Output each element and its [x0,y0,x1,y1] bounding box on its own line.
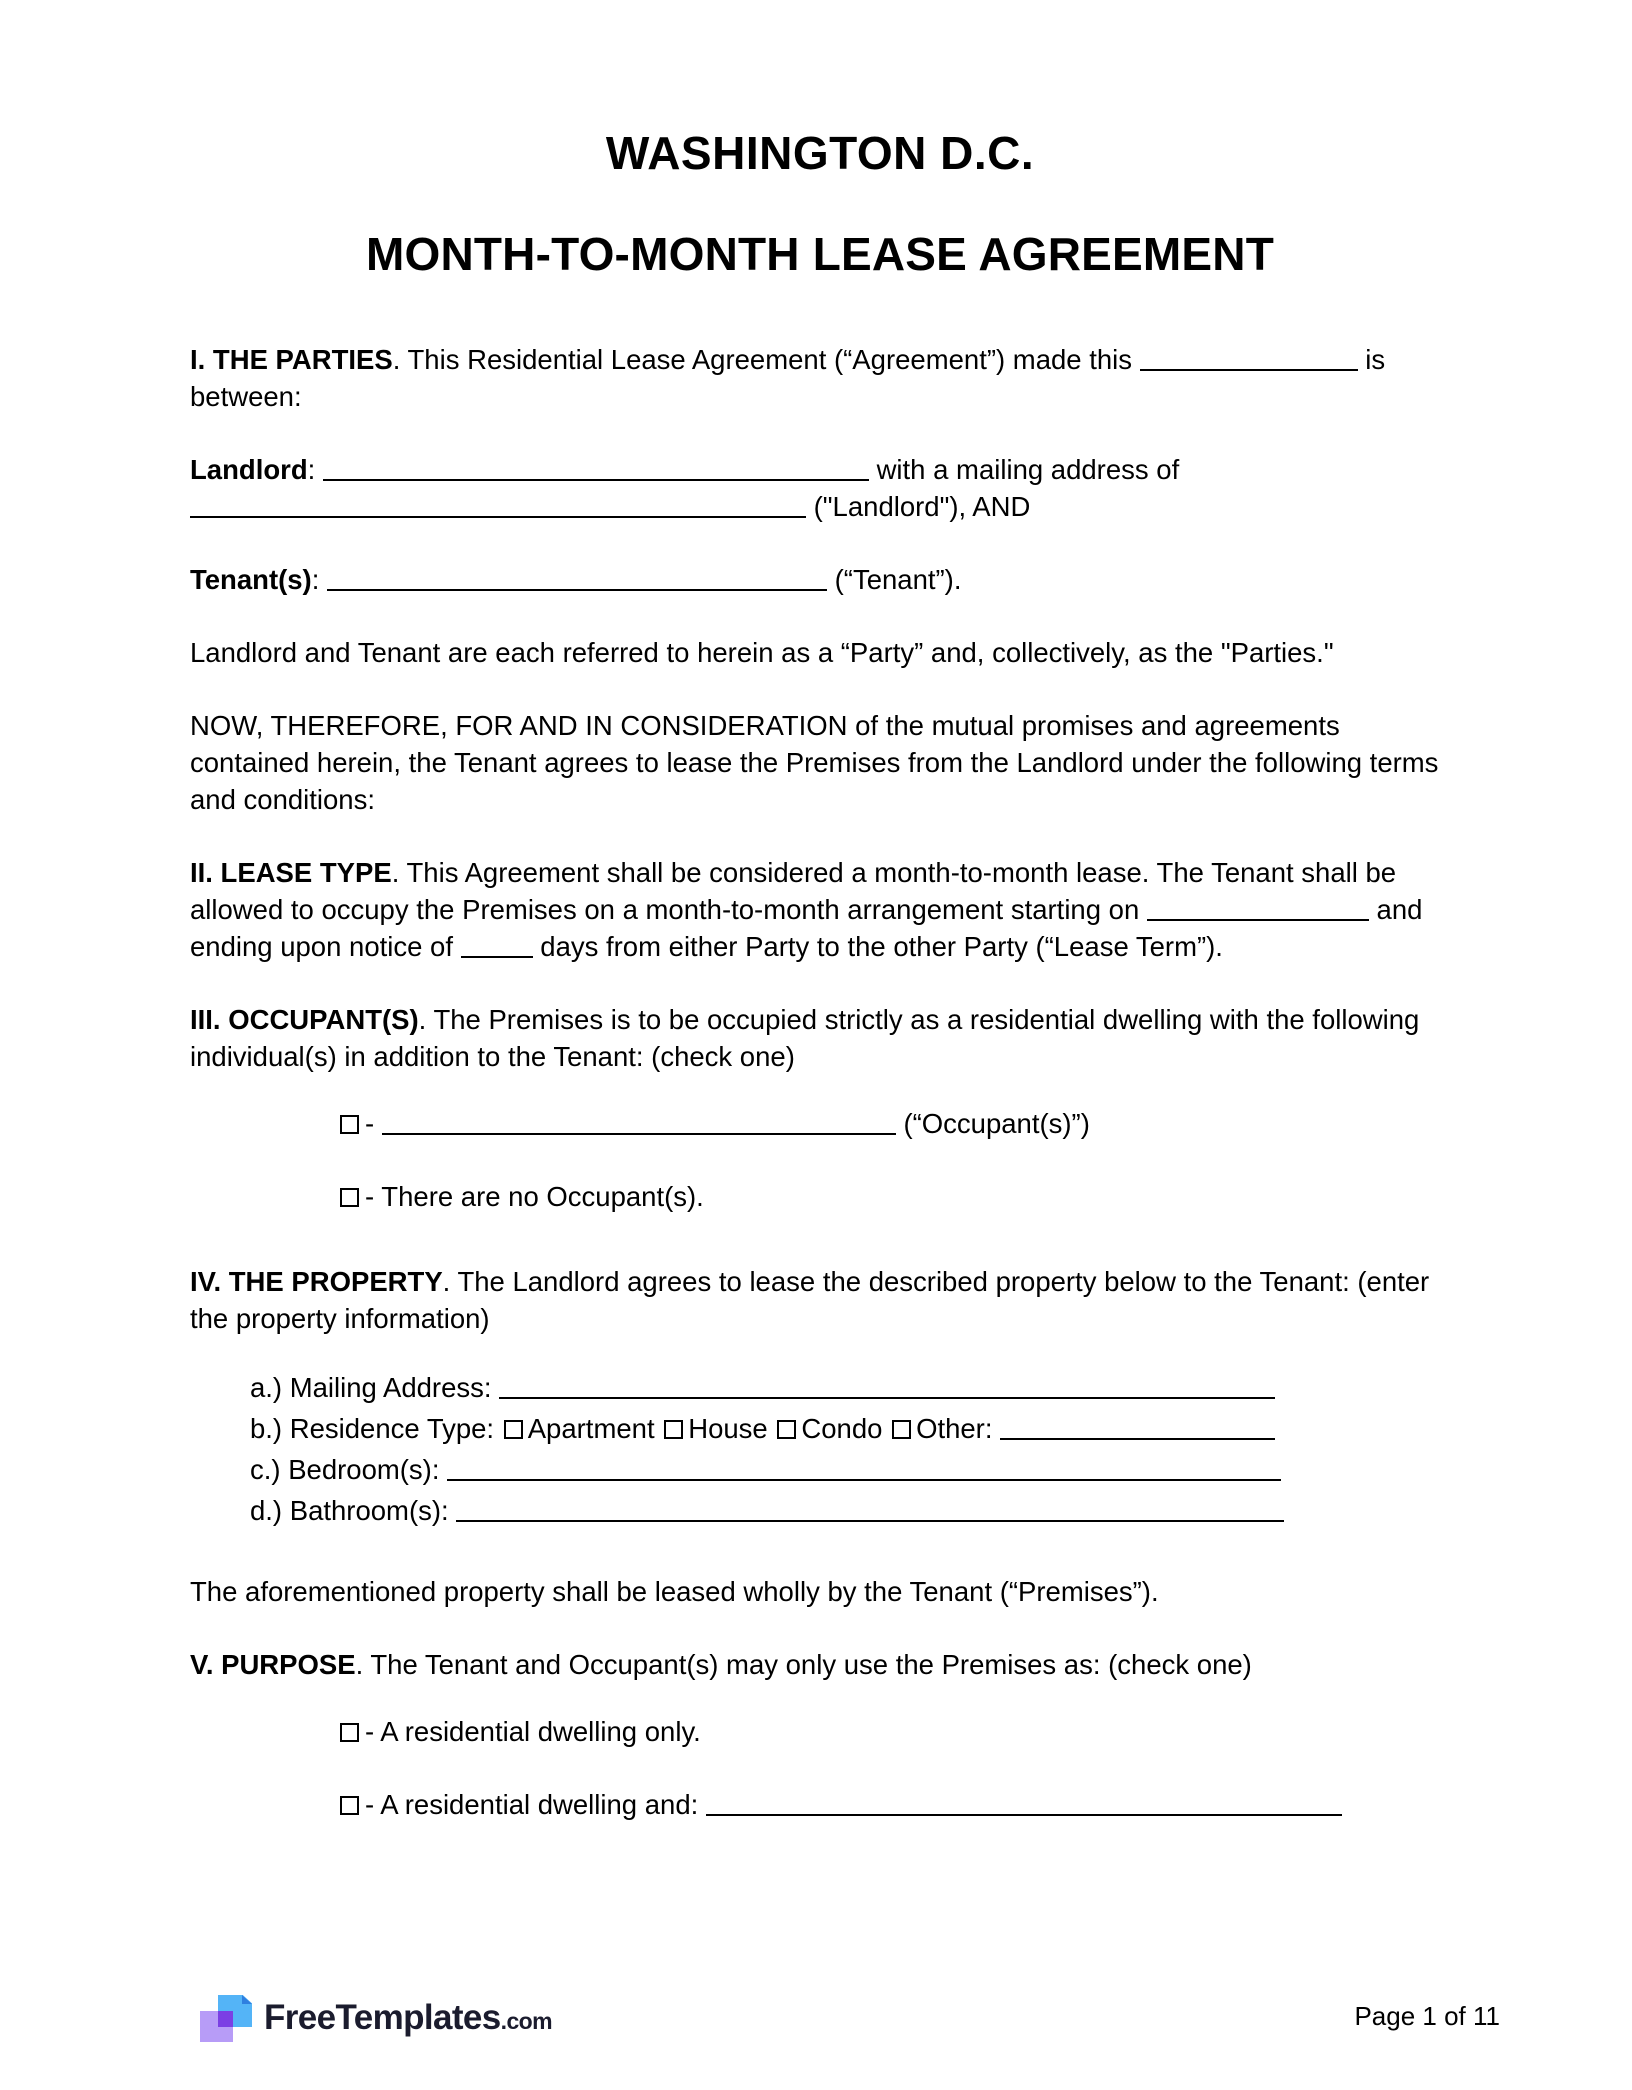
consideration-paragraph: NOW, THEREFORE, FOR AND IN CONSIDERATION of the mutual promises and agreements contained herein, the Tenant agrees to lease the Premises from the Landlord under the following terms and conditions: [190,710,1439,816]
checkbox-icon[interactable] [340,1723,359,1742]
property-item-d-label: d.) Bathroom(s): [250,1495,449,1527]
section-lease-type-part1: . This Agreement shall be considered a month-to-month lease. The Tenant shall be allowed to occupy the Premises on a month-to-month arrangement starting on [190,857,1397,926]
property-bedrooms-row [250,1449,1450,1490]
freetemplates-logo-icon [200,1994,252,2042]
checkbox-icon-other[interactable] [892,1420,911,1439]
section-property-heading: IV. THE PROPERTY [190,1266,443,1298]
checkbox-icon-apartment[interactable] [504,1420,523,1439]
section-purpose-text: . The Tenant and Occupant(s) may only use the Premises as: (check one) [355,1649,1252,1681]
property-bathrooms-row [250,1490,1450,1531]
purpose-option-residential-only[interactable] [340,1713,1450,1750]
section-occupants [190,1001,1450,1075]
occupant-option1-dash: - [365,1108,375,1140]
occupant-option-none[interactable] [340,1178,1450,1215]
notice-days-blank[interactable] [461,934,533,958]
purpose-option-residential-and[interactable] [340,1786,1450,1823]
section-lease-type [190,854,1450,965]
residence-type-house: House [688,1413,768,1445]
logo-text-main: FreeTemplates [264,1998,501,2037]
checkbox-icon[interactable] [340,1115,359,1134]
lease-start-date-blank[interactable] [1147,897,1369,921]
property-item-c-label: c.) Bedroom(s): [250,1454,440,1486]
document-body [190,341,1450,1823]
occupant-names-blank[interactable] [382,1111,896,1135]
property-residence-type-row [250,1408,1450,1449]
section-occupants-text: . The Premises is to be occupied strictly as a residential dwelling with the following individual(s) in addition to the Tenant: (check one) [190,1004,1420,1073]
title-jurisdiction: WASHINGTON D.C. [605,127,1035,179]
residence-type-condo: Condo [801,1413,883,1445]
property-bedrooms-blank[interactable] [447,1457,1281,1481]
checkbox-icon[interactable] [340,1188,359,1207]
section-property [190,1263,1450,1337]
purpose-option1-label: - A residential dwelling only. [365,1716,701,1748]
purpose-option2-label: - A residential dwelling and: [365,1789,699,1821]
tenant-suffix: (“Tenant”). [834,564,962,596]
landlord-suffix: ("Landlord"), AND [813,491,1031,523]
section-property-text: . The Landlord agrees to lease the described property below to the Tenant: (enter the property information) [190,1266,1430,1335]
section-lease-type-part3: days from either Party to the other Party (“Lease Term”). [540,931,1223,963]
property-mailing-address-blank[interactable] [499,1375,1275,1399]
landlord-mailing-text: with a mailing address of [876,454,1180,486]
document-content [190,0,1450,1823]
property-item-b-label: b.) Residence Type: [250,1413,495,1445]
residence-type-other: Other: [916,1413,993,1445]
section-parties-text-before: . This Residential Lease Agreement (“Agreement”) made this [392,344,1133,376]
residence-type-other-blank[interactable] [1000,1416,1275,1440]
checkbox-icon-house[interactable] [664,1420,683,1439]
section-lease-type-part2: and ending upon notice of [190,894,1423,963]
section-purpose-heading: V. PURPOSE [190,1649,356,1681]
occupant-option-listed[interactable] [340,1105,1450,1142]
landlord-line: Landlord: with a mailing address of ("Landlord"), AND [190,454,1180,523]
landlord-label: Landlord [190,454,308,486]
page-number: Page 1 of 11 [1354,2001,1500,2031]
party-definition: Landlord and Tenant are each referred to herein as a “Party” and, collectively, as the "Parties." [190,637,1334,669]
landlord-name-blank[interactable] [323,457,869,481]
section-parties-text-after: is between: [190,344,1386,413]
logo-wordmark [264,1998,552,2038]
residence-type-apartment: Apartment [527,1413,655,1445]
tenant-label: Tenant(s) [190,564,312,596]
agreement-date-blank[interactable] [1140,347,1358,371]
property-bathrooms-blank[interactable] [456,1498,1284,1522]
purpose-other-use-blank[interactable] [706,1792,1342,1816]
property-details-list [250,1367,1450,1531]
section-parties-heading: I. THE PARTIES [190,344,393,376]
section-parties-intro [190,341,1450,415]
section-purpose [190,1646,1450,1683]
page-footer [0,1940,1632,2090]
title-document-type: MONTH-TO-MONTH LEASE AGREEMENT [365,227,1275,280]
document-title-block [190,128,1450,279]
tenant-name-blank[interactable] [327,567,827,591]
landlord-address-blank[interactable] [190,494,806,518]
tenant-line: Tenant(s): (“Tenant”). [190,564,962,596]
property-closing-statement: The aforementioned property shall be leased wholly by the Tenant (“Premises”). [190,1576,1159,1608]
property-mailing-address-row [250,1367,1450,1408]
checkbox-icon[interactable] [340,1796,359,1815]
property-item-a-label: a.) Mailing Address: [250,1372,492,1404]
occupant-option2-label: - There are no Occupant(s). [365,1181,704,1213]
logo-text-suffix: .com [500,2008,552,2034]
checkbox-icon-condo[interactable] [777,1420,796,1439]
section-lease-type-heading: II. LEASE TYPE [190,857,392,889]
occupant-option1-suffix: (“Occupant(s)”) [903,1108,1090,1140]
section-occupants-heading: III. OCCUPANT(S) [190,1004,419,1036]
freetemplates-logo[interactable] [200,1994,552,2042]
